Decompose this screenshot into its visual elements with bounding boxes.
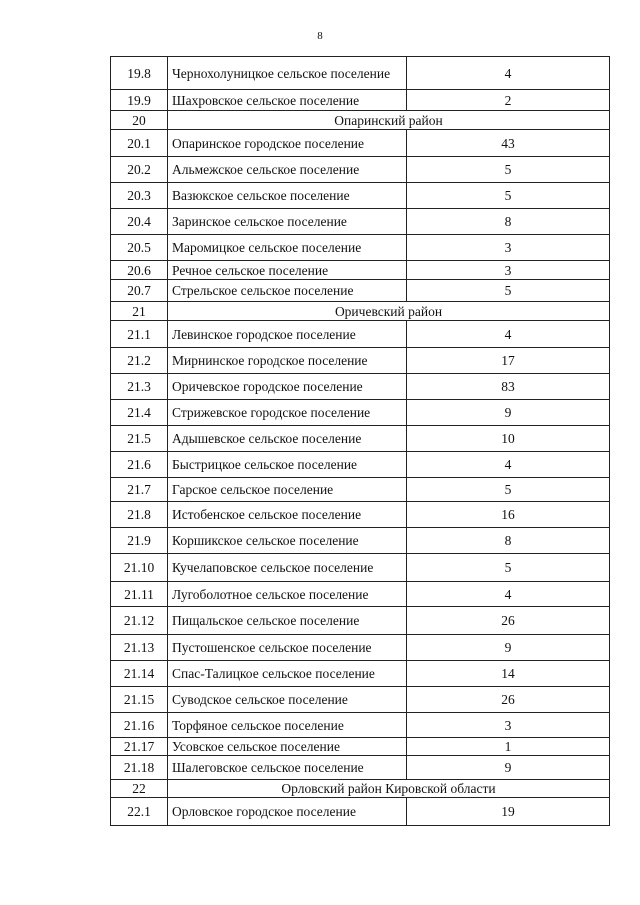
settlement-value: 5: [407, 157, 610, 183]
settlement-name: Альмежское сельское поселение: [168, 157, 407, 183]
settlement-value: 17: [407, 348, 610, 374]
settlement-name: Вазюкское сельское поселение: [168, 183, 407, 209]
row-number: 21.2: [111, 348, 168, 374]
district-name: Орловский район Кировской области: [168, 780, 610, 798]
row-number: 21.10: [111, 554, 168, 582]
settlement-value: 83: [407, 374, 610, 400]
settlement-name: Спас-Талицкое сельское поселение: [168, 661, 407, 687]
table-row: [111, 426, 610, 452]
table-row: [111, 582, 610, 607]
row-number: 20.7: [111, 280, 168, 302]
settlement-value: 5: [407, 280, 610, 302]
settlement-value: 9: [407, 400, 610, 426]
district-row: [111, 302, 610, 321]
settlement-value: 14: [407, 661, 610, 687]
settlement-name: Опаринское городское поселение: [168, 130, 407, 157]
settlement-name: Левинское городское поселение: [168, 321, 407, 348]
table-row: [111, 209, 610, 235]
settlement-name: Коршикское сельское поселение: [168, 528, 407, 554]
settlement-name: Заринское сельское поселение: [168, 209, 407, 235]
row-number: 21.4: [111, 400, 168, 426]
row-number: 21.12: [111, 607, 168, 635]
table-row: [111, 90, 610, 111]
row-number: 21.6: [111, 452, 168, 478]
settlement-name: Чернохолуницкое сельское поселение: [168, 57, 407, 90]
row-number: 21.17: [111, 738, 168, 756]
row-number: 21: [111, 302, 168, 321]
district-row: [111, 111, 610, 130]
table-row: [111, 528, 610, 554]
row-number: 21.7: [111, 478, 168, 502]
settlement-value: 2: [407, 90, 610, 111]
settlement-name: Быстрицкое сельское поселение: [168, 452, 407, 478]
settlement-value: 4: [407, 57, 610, 90]
settlement-name: Гарское сельское поселение: [168, 478, 407, 502]
row-number: 20.2: [111, 157, 168, 183]
table-row: [111, 57, 610, 90]
settlements-table: [110, 56, 610, 826]
table-row: [111, 661, 610, 687]
settlement-value: 4: [407, 452, 610, 478]
table-row: [111, 713, 610, 738]
row-number: 20.6: [111, 261, 168, 280]
settlement-name: Суводское сельское поселение: [168, 687, 407, 713]
table-row: [111, 756, 610, 780]
settlement-value: 8: [407, 209, 610, 235]
table-row: [111, 687, 610, 713]
settlement-value: 9: [407, 756, 610, 780]
row-number: 21.14: [111, 661, 168, 687]
settlement-name: Шалеговское сельское поселение: [168, 756, 407, 780]
table-row: [111, 130, 610, 157]
row-number: 21.13: [111, 635, 168, 661]
district-row: [111, 780, 610, 798]
settlement-name: Усовское сельское поселение: [168, 738, 407, 756]
table-row: [111, 478, 610, 502]
table-row: [111, 280, 610, 302]
settlement-value: 9: [407, 635, 610, 661]
table-row: [111, 635, 610, 661]
row-number: 22: [111, 780, 168, 798]
row-number: 20.5: [111, 235, 168, 261]
settlement-value: 26: [407, 607, 610, 635]
table-row: [111, 348, 610, 374]
table-row: [111, 452, 610, 478]
table-row: [111, 607, 610, 635]
settlement-value: 4: [407, 321, 610, 348]
settlement-name: Торфяное сельское поселение: [168, 713, 407, 738]
settlement-name: Речное сельское поселение: [168, 261, 407, 280]
settlement-name: Шахровское сельское поселение: [168, 90, 407, 111]
row-number: 21.3: [111, 374, 168, 400]
settlement-name: Мирнинское городское поселение: [168, 348, 407, 374]
row-number: 20.1: [111, 130, 168, 157]
table-row: [111, 400, 610, 426]
row-number: 21.9: [111, 528, 168, 554]
settlement-value: 4: [407, 582, 610, 607]
row-number: 20.3: [111, 183, 168, 209]
settlement-value: 5: [407, 554, 610, 582]
row-number: 20.4: [111, 209, 168, 235]
table-row: [111, 374, 610, 400]
row-number: 19.8: [111, 57, 168, 90]
settlement-value: 19: [407, 798, 610, 826]
row-number: 21.1: [111, 321, 168, 348]
table-row: [111, 554, 610, 582]
table-row: [111, 183, 610, 209]
settlement-value: 3: [407, 235, 610, 261]
settlement-value: 26: [407, 687, 610, 713]
settlement-value: 43: [407, 130, 610, 157]
settlement-name: Орловское городское поселение: [168, 798, 407, 826]
settlement-name: Стрижевское городское поселение: [168, 400, 407, 426]
row-number: 21.18: [111, 756, 168, 780]
table-row: [111, 321, 610, 348]
settlement-value: 10: [407, 426, 610, 452]
settlement-name: Стрельское сельское поселение: [168, 280, 407, 302]
settlement-value: 3: [407, 261, 610, 280]
settlement-name: Истобенское сельское поселение: [168, 502, 407, 528]
table-row: [111, 798, 610, 826]
settlement-value: 1: [407, 738, 610, 756]
row-number: 22.1: [111, 798, 168, 826]
settlements-table-body: [111, 57, 610, 826]
table-row: [111, 738, 610, 756]
row-number: 21.11: [111, 582, 168, 607]
settlement-value: 5: [407, 478, 610, 502]
page-number: 8: [317, 30, 323, 42]
settlement-name: Кучелаповское сельское поселение: [168, 554, 407, 582]
row-number: 21.8: [111, 502, 168, 528]
settlement-value: 8: [407, 528, 610, 554]
district-name: Опаринский район: [168, 111, 610, 130]
settlement-name: Пустошенское сельское поселение: [168, 635, 407, 661]
row-number: 21.5: [111, 426, 168, 452]
settlement-name: Оричевское городское поселение: [168, 374, 407, 400]
settlement-name: Адышевское сельское поселение: [168, 426, 407, 452]
row-number: 21.15: [111, 687, 168, 713]
row-number: 21.16: [111, 713, 168, 738]
table-row: [111, 157, 610, 183]
settlement-value: 16: [407, 502, 610, 528]
table-row: [111, 235, 610, 261]
row-number: 19.9: [111, 90, 168, 111]
table-row: [111, 502, 610, 528]
settlement-value: 3: [407, 713, 610, 738]
row-number: 20: [111, 111, 168, 130]
settlement-value: 5: [407, 183, 610, 209]
settlement-name: Пищальское сельское поселение: [168, 607, 407, 635]
settlement-name: Лугоболотное сельское поселение: [168, 582, 407, 607]
district-name: Оричевский район: [168, 302, 610, 321]
table-row: [111, 261, 610, 280]
settlement-name: Маромицкое сельское поселение: [168, 235, 407, 261]
